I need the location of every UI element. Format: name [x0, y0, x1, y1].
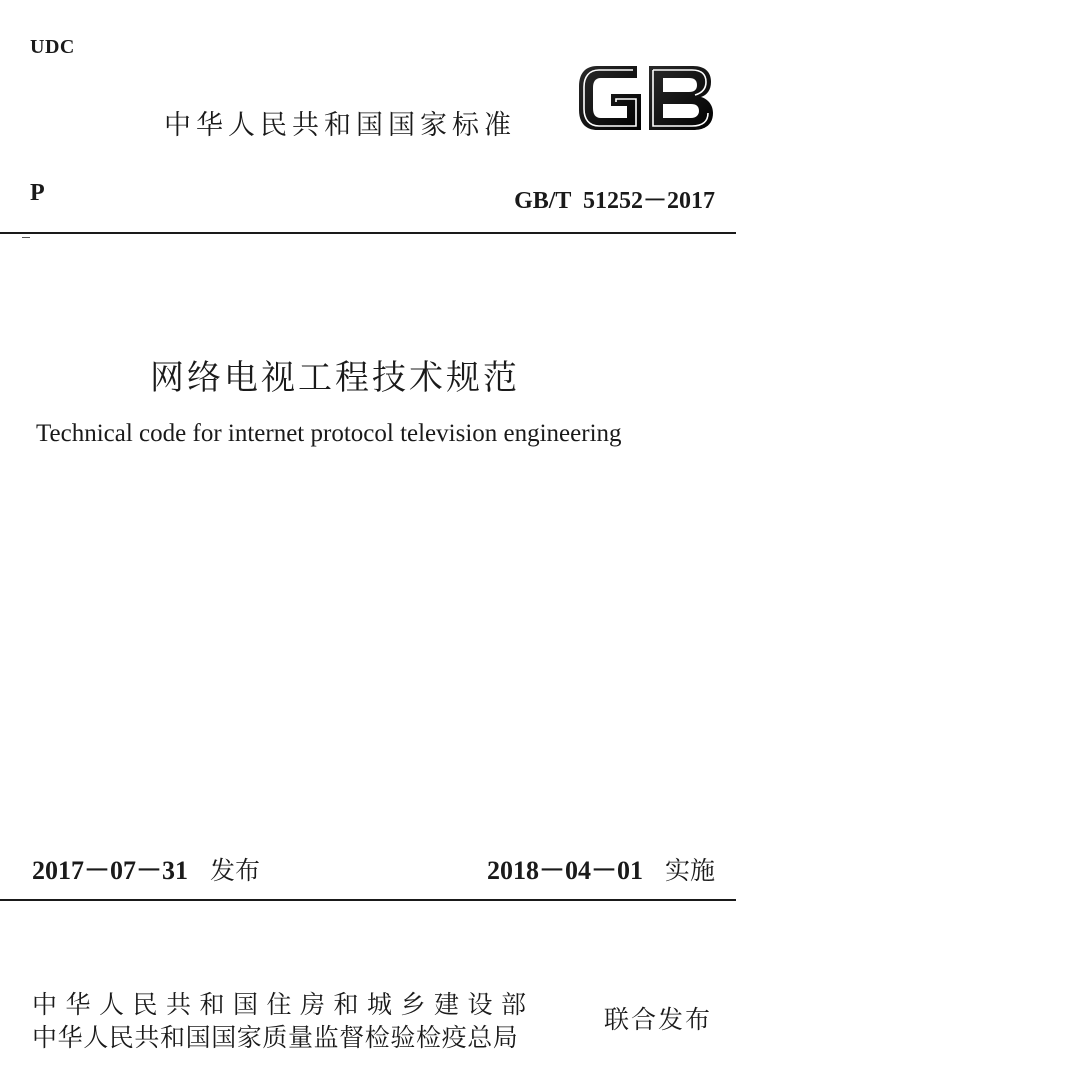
- implementation-label: 实施: [664, 856, 715, 885]
- udc-label: UDC: [30, 36, 75, 58]
- implementation-date-row: [487, 850, 715, 887]
- issuer-ministry-housing: 中华人民共和国住房和城乡建设部: [32, 990, 535, 1019]
- implementation-date: 2018－04－01: [486, 856, 643, 885]
- title-chinese: 网络电视工程技术规范: [150, 358, 520, 398]
- issue-date-row: [32, 850, 260, 887]
- issue-date: 2017－07－31: [32, 856, 189, 885]
- national-standard-heading: 中华人民共和国国家标准: [164, 110, 516, 141]
- classification-code: P: [30, 180, 45, 206]
- issue-label: 发布: [210, 856, 261, 885]
- date-divider: [0, 899, 736, 901]
- header-divider: [0, 232, 736, 234]
- issuer-aqsiq: 中华人民共和国国家质量监督检验检疫总局: [32, 1023, 519, 1052]
- title-english: Technical code for internet protocol television engineering: [36, 420, 622, 447]
- standard-number: GB/T 51252－2017: [514, 188, 715, 214]
- divider-tick: [22, 237, 30, 238]
- gb-logo: [575, 60, 717, 136]
- jointly-issued-label: 联合发布: [604, 1005, 713, 1034]
